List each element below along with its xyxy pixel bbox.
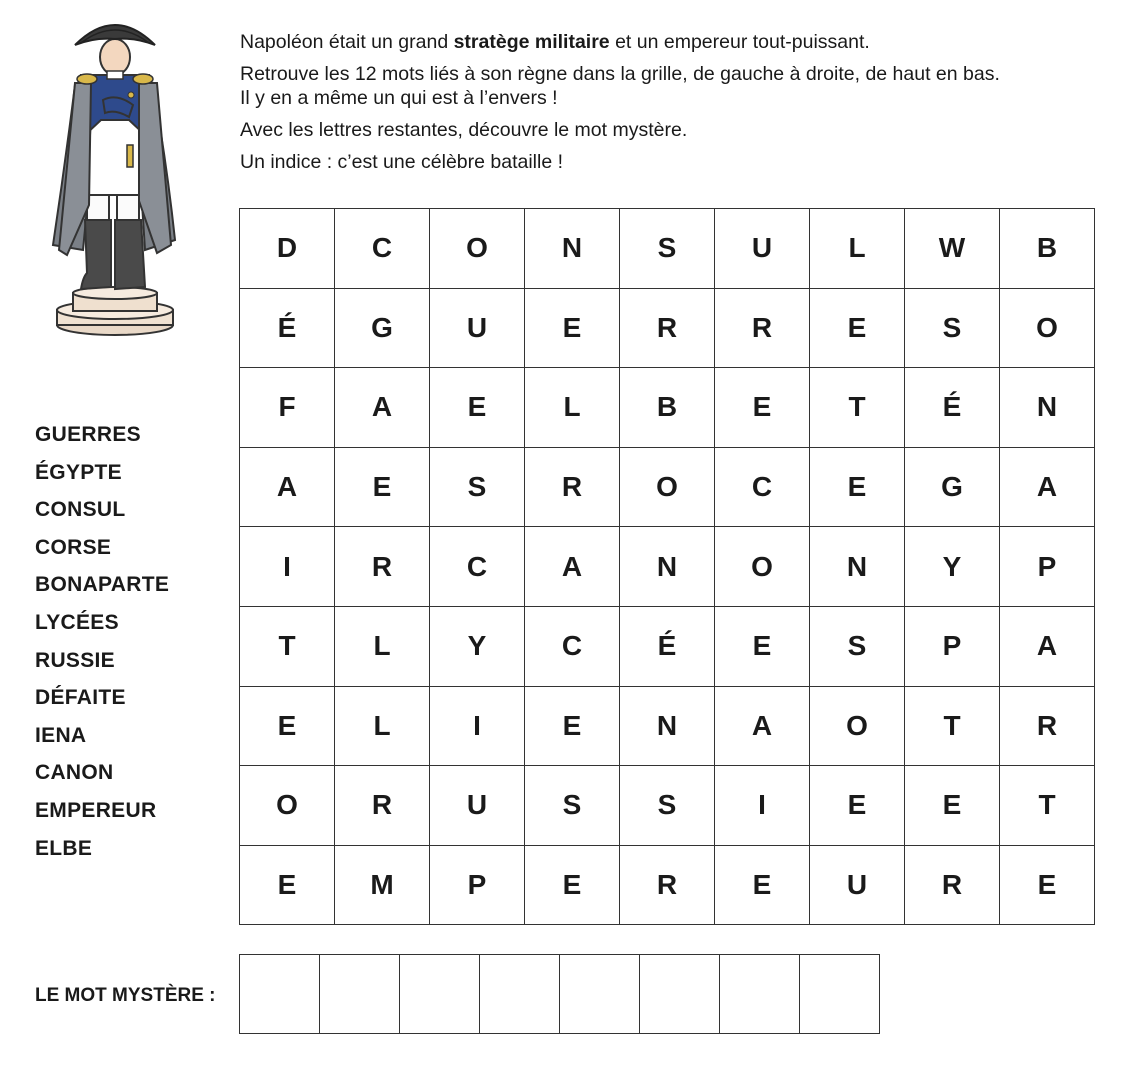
grid-cell[interactable]: S [905, 289, 1000, 369]
grid-cell[interactable]: B [620, 368, 715, 448]
grid-cell[interactable]: E [715, 368, 810, 448]
intro-text-end: et un empereur tout-puissant. [609, 31, 870, 53]
grid-cell[interactable]: E [810, 448, 905, 528]
grid-cell[interactable]: O [715, 527, 810, 607]
grid-cell[interactable]: D [240, 209, 335, 289]
napoleon-figurine-illustration [45, 5, 185, 340]
grid-cell[interactable]: P [430, 846, 525, 926]
grid-cell[interactable]: F [240, 368, 335, 448]
grid-cell[interactable]: Y [905, 527, 1000, 607]
word-list [35, 422, 169, 873]
grid-cell[interactable]: E [240, 687, 335, 767]
word-list-item: ELBE [35, 836, 93, 860]
grid-cell[interactable]: U [430, 289, 525, 369]
instructions-hint: Un indice : c’est une célèbre bataille ! [240, 151, 564, 173]
mystery-letter-box[interactable] [800, 955, 880, 1034]
mystery-word-boxes [239, 954, 880, 1034]
grid-cell[interactable]: T [1000, 766, 1095, 846]
grid-cell[interactable]: E [240, 846, 335, 926]
grid-cell[interactable]: I [240, 527, 335, 607]
mystery-letter-box[interactable] [480, 955, 560, 1034]
grid-cell[interactable]: S [430, 448, 525, 528]
grid-cell[interactable]: N [810, 527, 905, 607]
grid-cell[interactable]: E [810, 766, 905, 846]
grid-cell[interactable]: T [240, 607, 335, 687]
instructions [240, 30, 1130, 182]
grid-cell[interactable]: E [525, 289, 620, 369]
grid-cell[interactable]: R [620, 846, 715, 926]
word-search-grid [239, 208, 1095, 925]
rules-line-2: Il y en a même un qui est à l’envers ! [240, 87, 558, 109]
grid-cell[interactable]: U [810, 846, 905, 926]
grid-cell[interactable]: W [905, 209, 1000, 289]
intro-bold-text: stratège militaire [453, 31, 610, 53]
grid-cell[interactable]: M [335, 846, 430, 926]
grid-cell[interactable]: N [525, 209, 620, 289]
grid-cell[interactable]: A [525, 527, 620, 607]
grid-cell[interactable]: C [525, 607, 620, 687]
word-list-item: CORSE [35, 535, 112, 559]
word-list-item: EMPEREUR [35, 798, 157, 822]
grid-cell[interactable]: A [1000, 607, 1095, 687]
mystery-letter-box[interactable] [560, 955, 640, 1034]
mystery-letter-box[interactable] [240, 955, 320, 1034]
grid-cell[interactable]: C [715, 448, 810, 528]
grid-cell[interactable]: É [620, 607, 715, 687]
grid-cell[interactable]: B [1000, 209, 1095, 289]
mystery-letter-box[interactable] [320, 955, 400, 1034]
grid-cell[interactable]: T [905, 687, 1000, 767]
grid-cell[interactable]: S [810, 607, 905, 687]
grid-cell[interactable]: R [715, 289, 810, 369]
grid-cell[interactable]: O [240, 766, 335, 846]
grid-cell[interactable]: L [810, 209, 905, 289]
grid-cell[interactable]: C [430, 527, 525, 607]
grid-cell[interactable]: Y [430, 607, 525, 687]
mystery-word-label: LE MOT MYSTÈRE : [35, 985, 216, 1006]
grid-cell[interactable]: E [905, 766, 1000, 846]
word-list-item: LYCÉES [35, 610, 119, 634]
grid-cell[interactable]: S [525, 766, 620, 846]
grid-cell[interactable]: P [905, 607, 1000, 687]
grid-cell[interactable]: U [715, 209, 810, 289]
grid-cell[interactable]: I [430, 687, 525, 767]
grid-cell[interactable]: A [240, 448, 335, 528]
word-list-item: CANON [35, 761, 114, 785]
mystery-letter-box[interactable] [640, 955, 720, 1034]
intro-text-start: Napoléon était un grand [240, 31, 454, 53]
word-list-item: RUSSIE [35, 648, 115, 672]
grid-cell[interactable]: E [525, 846, 620, 926]
grid-cell[interactable]: N [620, 527, 715, 607]
grid-cell[interactable]: T [810, 368, 905, 448]
grid-cell[interactable]: R [335, 527, 430, 607]
grid-cell[interactable]: E [335, 448, 430, 528]
grid-cell[interactable]: E [525, 687, 620, 767]
grid-cell[interactable]: L [525, 368, 620, 448]
grid-cell[interactable]: A [1000, 448, 1095, 528]
grid-cell[interactable]: R [905, 846, 1000, 926]
grid-cell[interactable]: O [810, 687, 905, 767]
grid-cell[interactable]: R [1000, 687, 1095, 767]
grid-cell[interactable]: R [620, 289, 715, 369]
grid-cell[interactable]: G [335, 289, 430, 369]
word-list-item: CONSUL [35, 498, 126, 522]
grid-cell[interactable]: O [430, 209, 525, 289]
grid-cell[interactable]: E [810, 289, 905, 369]
grid-cell[interactable]: S [620, 766, 715, 846]
grid-cell[interactable]: É [905, 368, 1000, 448]
grid-cell[interactable]: E [430, 368, 525, 448]
grid-cell[interactable]: C [335, 209, 430, 289]
grid-cell[interactable]: G [905, 448, 1000, 528]
grid-cell[interactable]: I [715, 766, 810, 846]
word-list-item: BONAPARTE [35, 573, 170, 597]
grid-cell[interactable]: A [715, 687, 810, 767]
mystery-letter-box[interactable] [400, 955, 480, 1034]
grid-cell[interactable]: N [1000, 368, 1095, 448]
grid-cell[interactable]: U [430, 766, 525, 846]
word-list-item: IENA [35, 723, 87, 747]
grid-cell[interactable]: E [715, 846, 810, 926]
mystery-letter-box[interactable] [720, 955, 800, 1034]
grid-cell[interactable]: E [715, 607, 810, 687]
rules-line-1: Retrouve les 12 mots liés à son règne dans la grille, de gauche à droite, de haut en bas. [240, 63, 1000, 85]
grid-cell[interactable]: O [1000, 289, 1095, 369]
word-list-item: DÉFAITE [35, 686, 126, 710]
instructions-rules [240, 62, 1130, 110]
grid-cell[interactable]: N [620, 687, 715, 767]
grid-cell[interactable]: A [335, 368, 430, 448]
instructions-intro [240, 30, 1130, 54]
grid-cell[interactable]: L [335, 607, 430, 687]
grid-cell[interactable]: É [240, 289, 335, 369]
word-list-item: GUERRES [35, 423, 141, 446]
grid-cell[interactable]: R [525, 448, 620, 528]
grid-cell[interactable]: E [1000, 846, 1095, 926]
grid-cell[interactable]: P [1000, 527, 1095, 607]
grid-cell[interactable]: S [620, 209, 715, 289]
instructions-mystery: Avec les lettres restantes, découvre le mot mystère. [240, 119, 688, 141]
grid-cell[interactable]: O [620, 448, 715, 528]
grid-cell[interactable]: L [335, 687, 430, 767]
grid-cell[interactable]: R [335, 766, 430, 846]
word-list-item: ÉGYPTE [35, 460, 122, 484]
